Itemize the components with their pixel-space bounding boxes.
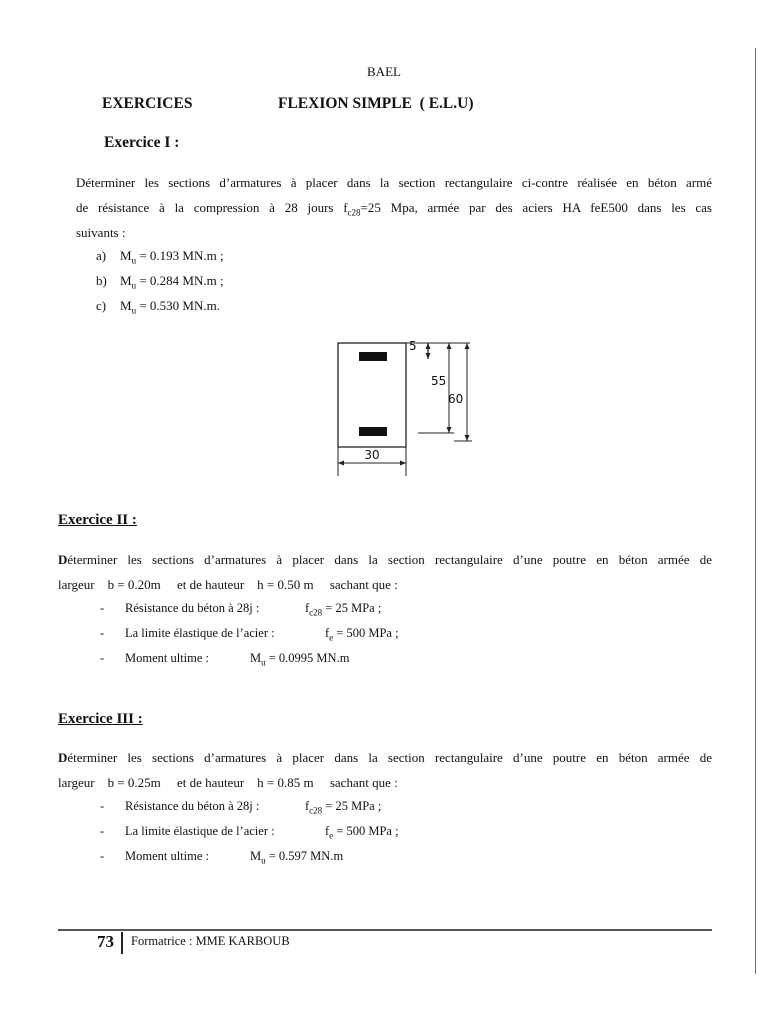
exercise-1-statement bbox=[76, 170, 712, 245]
statement-line: Déterminer les sections d’armatures à placer dans la section rectangulaire d’une poutre en béton armée de bbox=[58, 552, 712, 567]
arrow-down bbox=[447, 427, 452, 433]
data-item: - Moment ultime : $M_u = 0.0995$ MN.m bbox=[100, 651, 350, 668]
data-item: - La limite élastique de l’acier : $f_e = 500$ MPa ; bbox=[100, 626, 399, 643]
data-item: - Résistance du béton à 28j : $f_{c28} = 25$ MPa ; bbox=[100, 601, 382, 618]
exercise-1-heading: Exercice I : bbox=[104, 134, 180, 151]
exercise-2-heading: Exercice II : bbox=[58, 512, 137, 528]
exercise-2-statement bbox=[58, 547, 712, 597]
footer-rule bbox=[58, 929, 712, 931]
data-item: - La limite élastique de l’acier : $f_e = 500$ MPa ; bbox=[100, 824, 399, 841]
statement-line: suivants : bbox=[76, 225, 126, 240]
statement-line: Déterminer les sections d’armatures à placer dans la section rectangulaire d’une poutre en béton armée de bbox=[58, 750, 712, 765]
exercise-2-data bbox=[100, 596, 399, 671]
cover-label: 5 bbox=[409, 339, 417, 353]
statement-line: largeur b = 0.20m et de hauteur h = 0.50 m sachant que : bbox=[58, 577, 398, 592]
title-exercices: EXERCICES bbox=[102, 95, 193, 112]
page-edge-rule bbox=[755, 48, 756, 974]
width-label: 30 bbox=[364, 448, 380, 462]
data-item: - Résistance du béton à 28j : $f_{c28} = 25$ MPa ; bbox=[100, 799, 382, 816]
statement-line: Déterminer les sections d’armatures à placer dans la section rectangulaire ci-contre réalisée en béton armé bbox=[76, 175, 712, 190]
arrow-left bbox=[338, 461, 344, 466]
statement-line: de résistance à la compression à 28 jours $f_{c28}=25$ Mpa, armée par des aciers HA feE500 dans les cas bbox=[76, 200, 712, 218]
case-item: b) $M_u = 0.284$ MN.m ; bbox=[96, 273, 224, 291]
page-number-separator bbox=[121, 932, 123, 954]
statement-line: largeur b = 0.25m et de hauteur h = 0.85 m sachant que : bbox=[58, 775, 398, 790]
exercise-3-data bbox=[100, 794, 399, 869]
footer-author: Formatrice : MME KARBOUB bbox=[131, 934, 290, 948]
top-rebar bbox=[359, 352, 387, 361]
arrow-up bbox=[447, 343, 452, 349]
exercise-3-heading: Exercice III : bbox=[58, 711, 143, 727]
case-item: c) $M_u = 0.530$ MN.m. bbox=[96, 298, 220, 316]
arrow-down bbox=[426, 353, 431, 359]
arrow-down bbox=[465, 435, 470, 441]
arrow-up bbox=[465, 343, 470, 349]
section-diagram bbox=[330, 333, 480, 481]
bottom-rebar bbox=[359, 427, 387, 436]
title-flexion-simple: FLEXION SIMPLE ( E.L.U) bbox=[278, 95, 474, 112]
effective-depth-label: 55 bbox=[431, 374, 447, 388]
running-header: BAEL bbox=[367, 64, 401, 79]
total-height-label: 60 bbox=[448, 392, 464, 406]
exercise-1-cases bbox=[96, 243, 224, 318]
arrow-right bbox=[400, 461, 406, 466]
page-number: 73 bbox=[97, 932, 114, 951]
data-item: - Moment ultime : $M_u = 0.597$ MN.m bbox=[100, 849, 344, 866]
arrow-up bbox=[426, 343, 431, 349]
exercise-3-statement bbox=[58, 745, 712, 795]
case-item: a) $M_u = 0.193$ MN.m ; bbox=[96, 248, 224, 266]
